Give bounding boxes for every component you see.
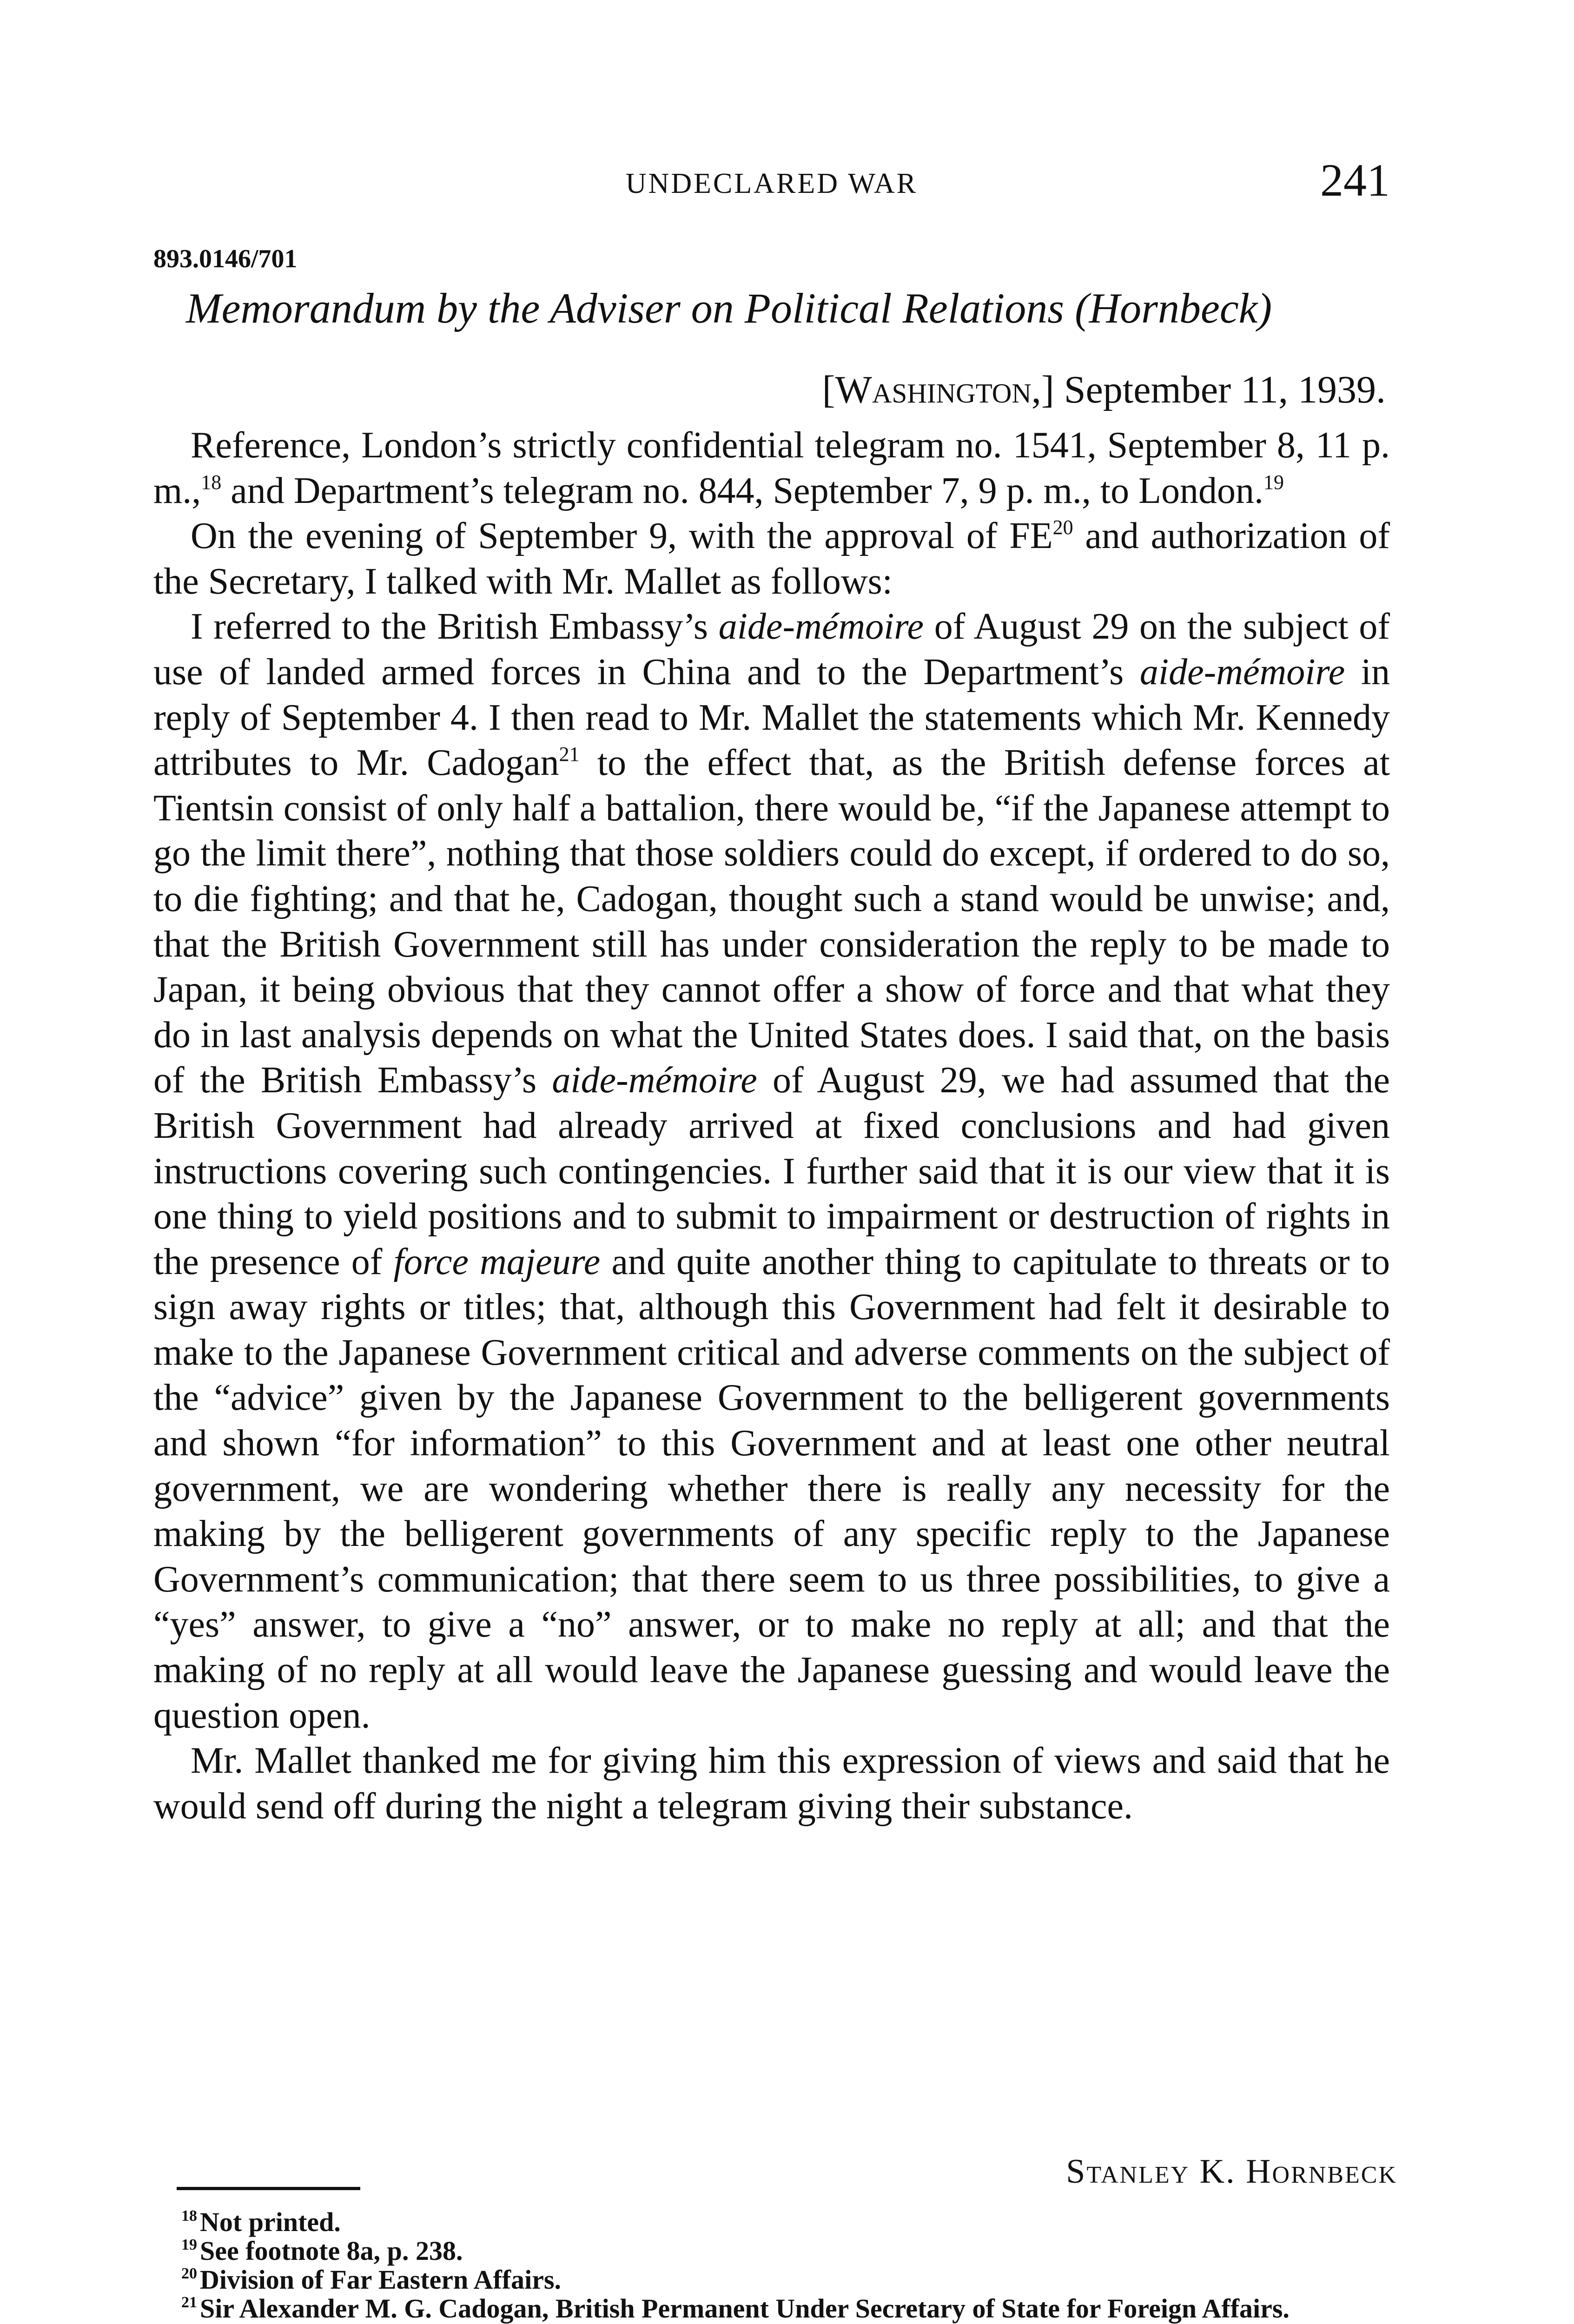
italic-aide-memoire-1: aide-mémoire [718, 606, 924, 647]
paragraph-4: Mr. Mallet thanked me for giving him this expression of views and said that he would send off during the night a telegram giving their substance. [153, 1740, 1390, 1827]
paragraph-3-text-f: and quite another thing to capitulate to threats or to sign away rights or titles; that, although this Government had felt it desirable to make to the Japanese Government critical and adverse comments on the subject of the “advice” given by the Japanese Government to the belligerent governments and shown “for information” to this Government and at least one other neutral government, we are wondering whether there is really any necessity for the making by the belligerent governments of any specific reply to the Japanese Government’s communication; that there seem to us three possibilities, to give a “yes” answer, to give a “no” answer, or to make no reply at all; and that the making of no reply at all would leave the Japanese guessing and would leave the question open. [153, 1241, 1390, 1736]
paragraph-3-text-e: of August 29, we had assumed that the British Government had already arrived at fixed conclusions and had given instructions covering such contingencies. I further said that it is our view that it is one thing to yield positions and to submit to impairment or destruction of rights in the presence of [153, 1060, 1390, 1282]
paragraph-2 [153, 514, 1390, 604]
italic-aide-memoire-2: aide-mémoire [1139, 651, 1345, 693]
footnote-number: 20 [181, 2265, 197, 2282]
footnote-text: Sir Alexander M. G. Cadogan, British Permanent Under Secretary of State for Foreign Affairs. [200, 2293, 1290, 2324]
footnote-text: Not printed. [200, 2207, 341, 2237]
paragraph-2-text-a: On the evening of September 9, with the approval of FE [191, 515, 1053, 557]
paragraph-1-text-b: and Department’s telegram no. 844, September 7, 9 p. m., to London. [221, 470, 1263, 511]
paragraph-1-text-a: Reference, London’s strictly confidential telegram no. 1541, September 8, 11 p. m., [153, 425, 1390, 511]
footnote-ref-21: 21 [559, 743, 580, 766]
footnotes [153, 2208, 1399, 2323]
paragraph-3-text-b: of August 29 on the subject of use of landed armed forces in China and to the Department’s [153, 606, 1390, 693]
paragraph-3 [153, 604, 1390, 1738]
page-number: 241 [1320, 154, 1390, 206]
footnote-text: See footnote 8a, p. 238. [200, 2236, 463, 2266]
file-number: 893.0146/701 [153, 244, 298, 273]
footnote-21 [153, 2294, 1399, 2323]
footnote-number: 21 [181, 2294, 197, 2311]
italic-force-majeure: force majeure [393, 1241, 601, 1282]
running-head: UNDECLARED WAR [625, 168, 918, 199]
footnote-text: Division of Far Eastern Affairs. [200, 2265, 562, 2295]
footnote-18 [153, 2208, 1399, 2237]
footnote-number: 19 [181, 2236, 197, 2253]
dateline-place: [Washington,] [822, 368, 1054, 411]
paragraph-3-text-a: I referred to the British Embassy’s [191, 606, 719, 647]
footnote-ref-19: 19 [1263, 470, 1284, 494]
document-title: Memorandum by the Adviser on Political Relations (Hornbeck) [186, 284, 1272, 332]
paragraph-1 [153, 423, 1390, 514]
footnote-number: 18 [181, 2207, 197, 2225]
italic-aide-memoire-3: aide-mémoire [552, 1060, 757, 1101]
footnote-divider [177, 2187, 360, 2190]
paragraph-2-text-b: and authorization of the Secretary, I talked with Mr. Mallet as follows: [153, 515, 1390, 602]
dateline-date: September 11, 1939. [1064, 368, 1386, 411]
paragraph-3-text-d: to the effect that, as the British defense forces at Tientsin consist of only half a battalion, there would be, “if the Japanese attempt to go the limit there”, nothing that those soldiers could do except, if ordered to do so, to die fighting; and that he, Cadogan, thought such a stand would be unwise; and, that the British Government still has under consideration the reply to be made to Japan, it being obvious that they cannot offer a show of force and that what they do in last analysis depends on what the United States does. I said that, on the basis of the British Embassy’s [153, 742, 1390, 1101]
paragraph-3-text-c: in reply of September 4. I then read to Mr. Mallet the statements which Mr. Kennedy attributes to Mr. Cadogan [153, 651, 1390, 784]
dateline [822, 367, 1386, 412]
footnote-20 [153, 2265, 1399, 2294]
footnote-ref-20: 20 [1052, 516, 1073, 539]
memorandum-body [153, 423, 1390, 1829]
footnote-19 [153, 2237, 1399, 2265]
page-header [153, 153, 1390, 209]
signature: Stanley K. Hornbeck [1066, 2152, 1397, 2191]
footnote-ref-18: 18 [201, 470, 222, 494]
